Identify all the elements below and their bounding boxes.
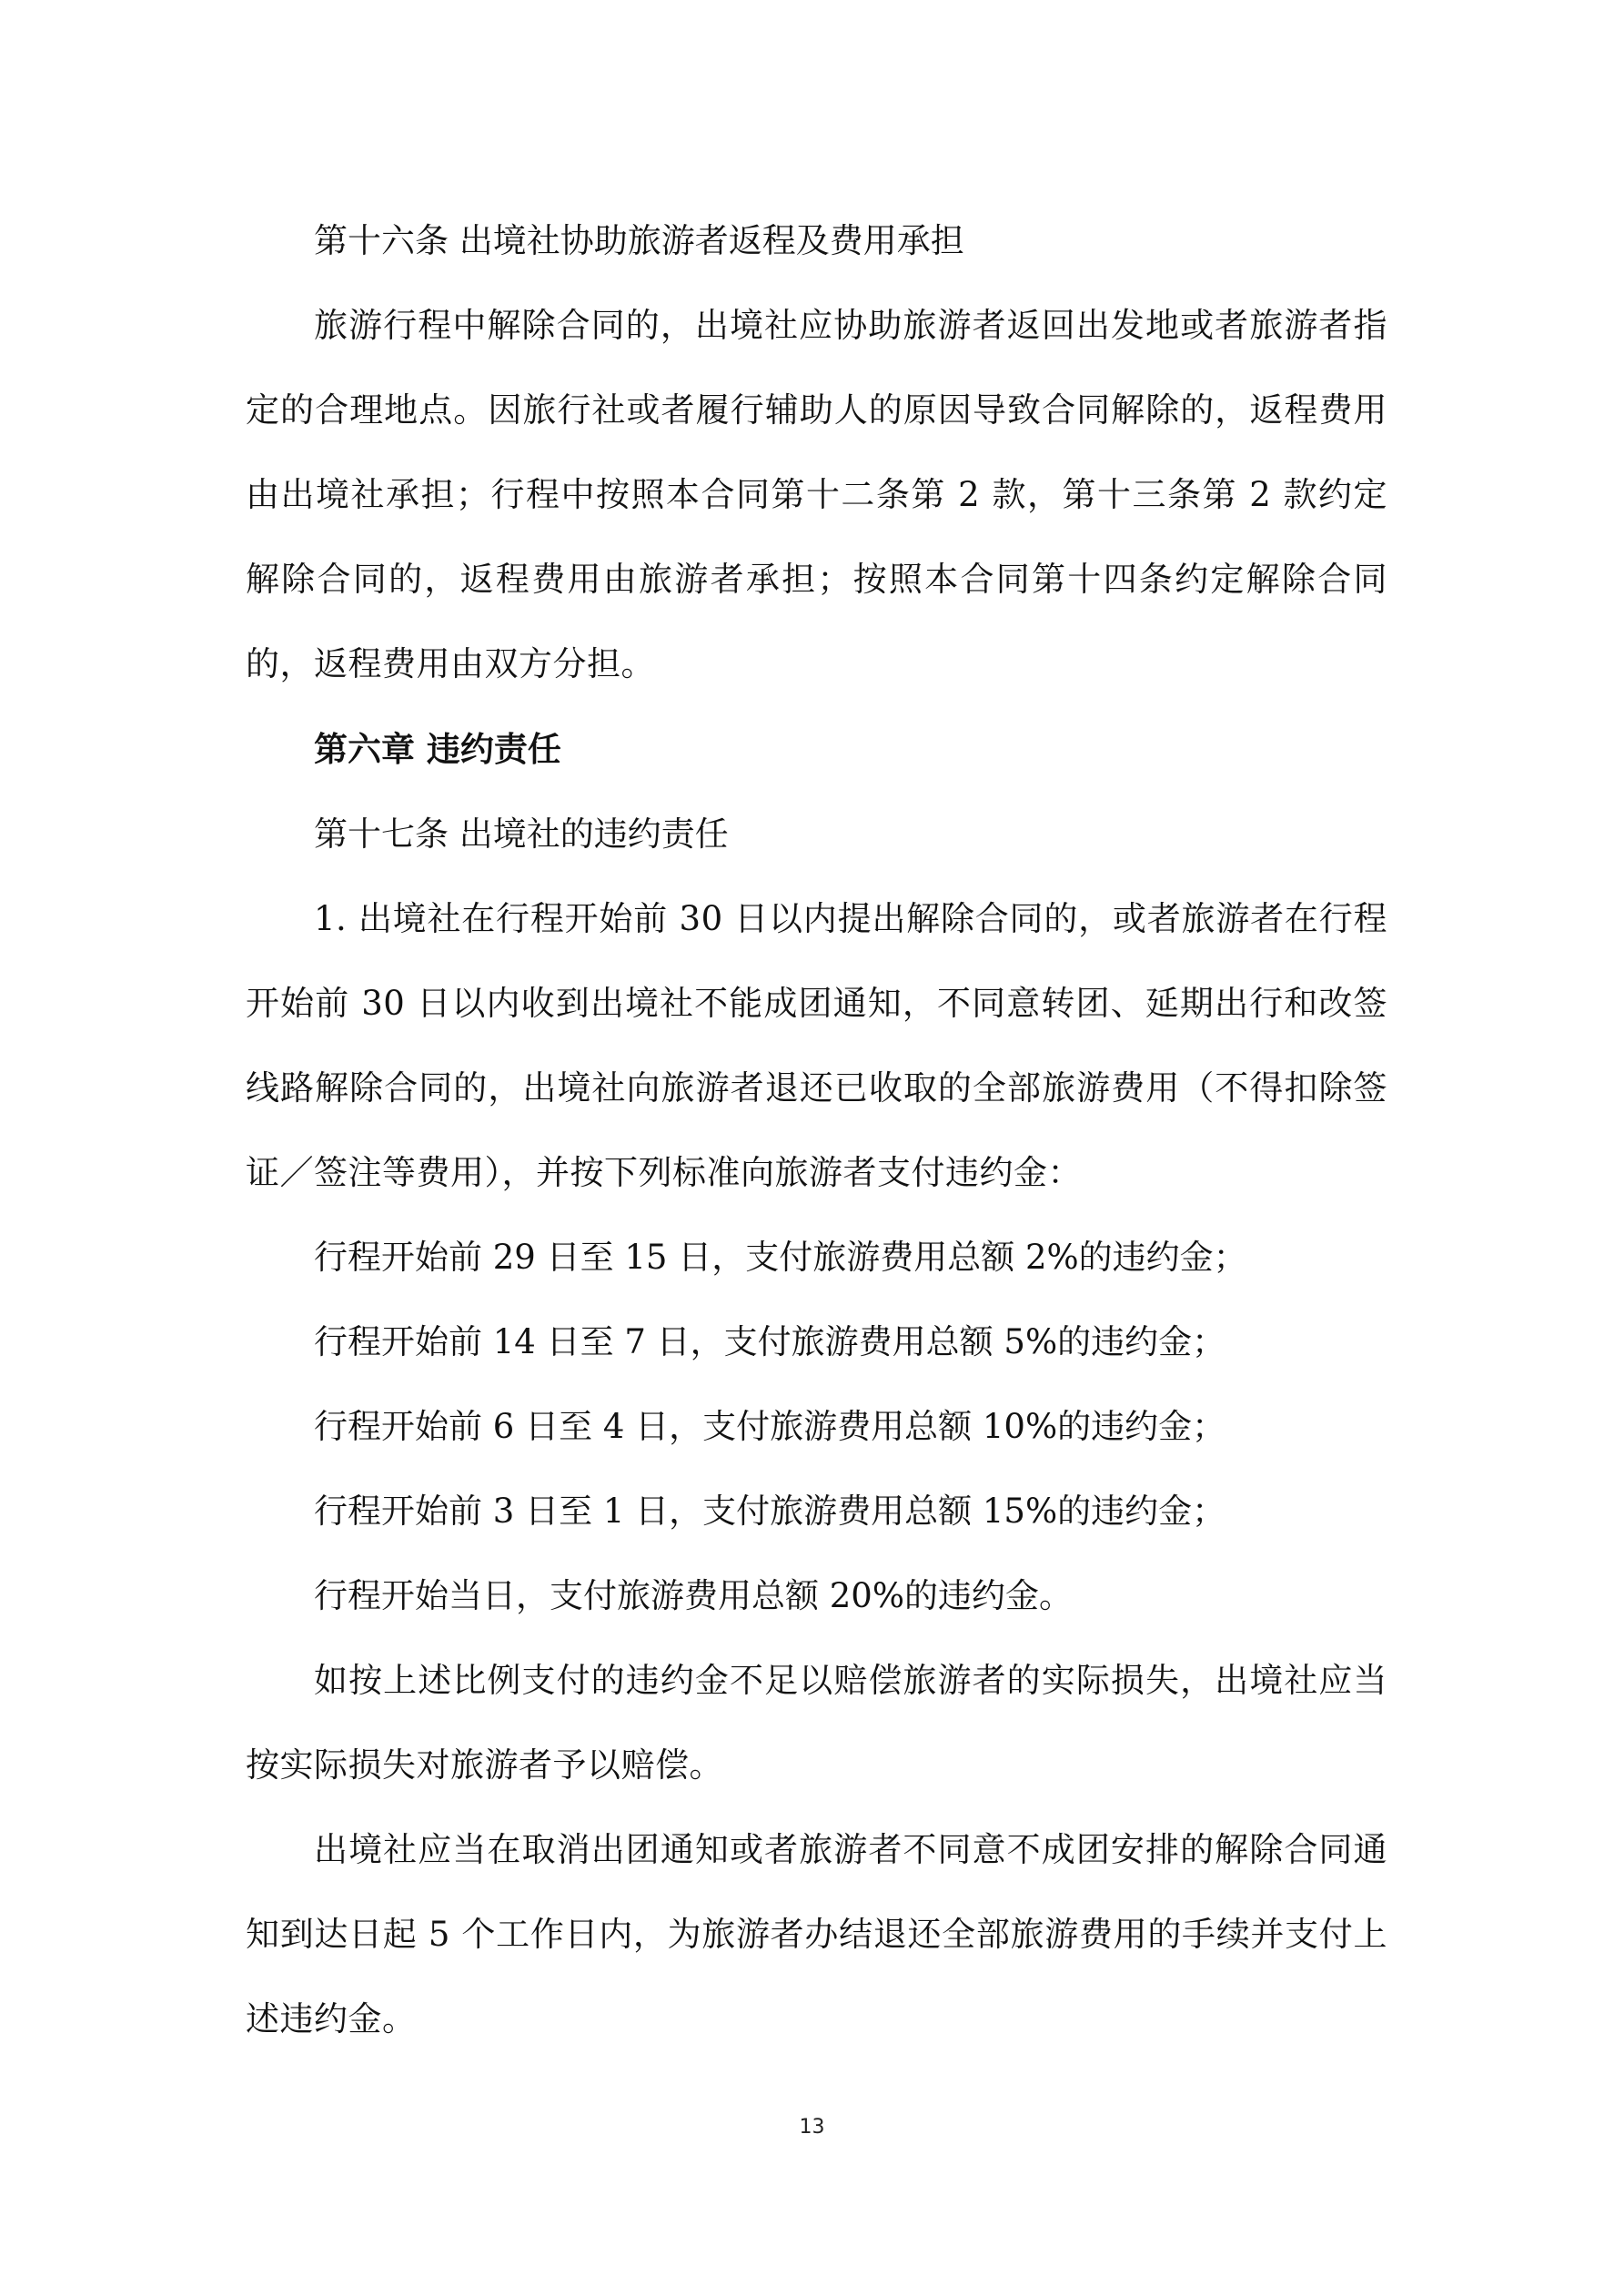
penalty-item: 行程开始前 29 日至 15 日，支付旅游费用总额 2%的违约金； bbox=[314, 1238, 1247, 1277]
article-16-paragraph: 旅游行程中解除合同的，出境社应协助旅游者返回出发地或者旅游者指定的合理地点。因旅行社或者履行辅助人的原因导致合同解除的，返程费用由出境社承担；行程中按照本合同第十二条第 2 款，第十三条第 2 款约定解除合同的，返程费用由旅游者承担；按照本合同第十四条约定解除合同的，返程费用由双方分担。 bbox=[246, 306, 1387, 683]
penalty-item: 行程开始前 6 日至 4 日，支付旅游费用总额 10%的违约金； bbox=[314, 1407, 1226, 1446]
penalty-item: 行程开始当日，支付旅游费用总额 20%的违约金。 bbox=[314, 1576, 1073, 1615]
article-17-paragraph-3: 出境社应当在取消出团通知或者旅游者不同意不成团安排的解除合同通知到达日起 5 个工作日内，为旅游者办结退还全部旅游费用的手续并支付上述违约金。 bbox=[246, 1830, 1387, 2038]
article-17-paragraph-2: 如按上述比例支付的违约金不足以赔偿旅游者的实际损失，出境社应当按实际损失对旅游者予以赔偿。 bbox=[246, 1661, 1387, 1785]
article-16-title: 第十六条 出境社协助旅游者返程及费用承担 bbox=[314, 221, 964, 260]
page-number: 13 bbox=[799, 2116, 825, 2139]
article-17-title: 第十七条 出境社的违约责任 bbox=[314, 814, 729, 854]
chapter-6-title: 第六章 违约责任 bbox=[314, 729, 561, 769]
article-17-paragraph-1: 1. 出境社在行程开始前 30 日以内提出解除合同的，或者旅游者在行程开始前 30 日以内收到出境社不能成团通知，不同意转团、延期出行和改签线路解除合同的，出境社向旅游者退还已收取的全部旅游费用（不得扣除签证／签注等费用），并按下列标准向旅游者支付违约金： bbox=[246, 899, 1387, 1192]
penalty-item: 行程开始前 3 日至 1 日，支付旅游费用总额 15%的违约金； bbox=[314, 1492, 1226, 1531]
penalty-item: 行程开始前 14 日至 7 日，支付旅游费用总额 5%的违约金； bbox=[314, 1322, 1226, 1361]
